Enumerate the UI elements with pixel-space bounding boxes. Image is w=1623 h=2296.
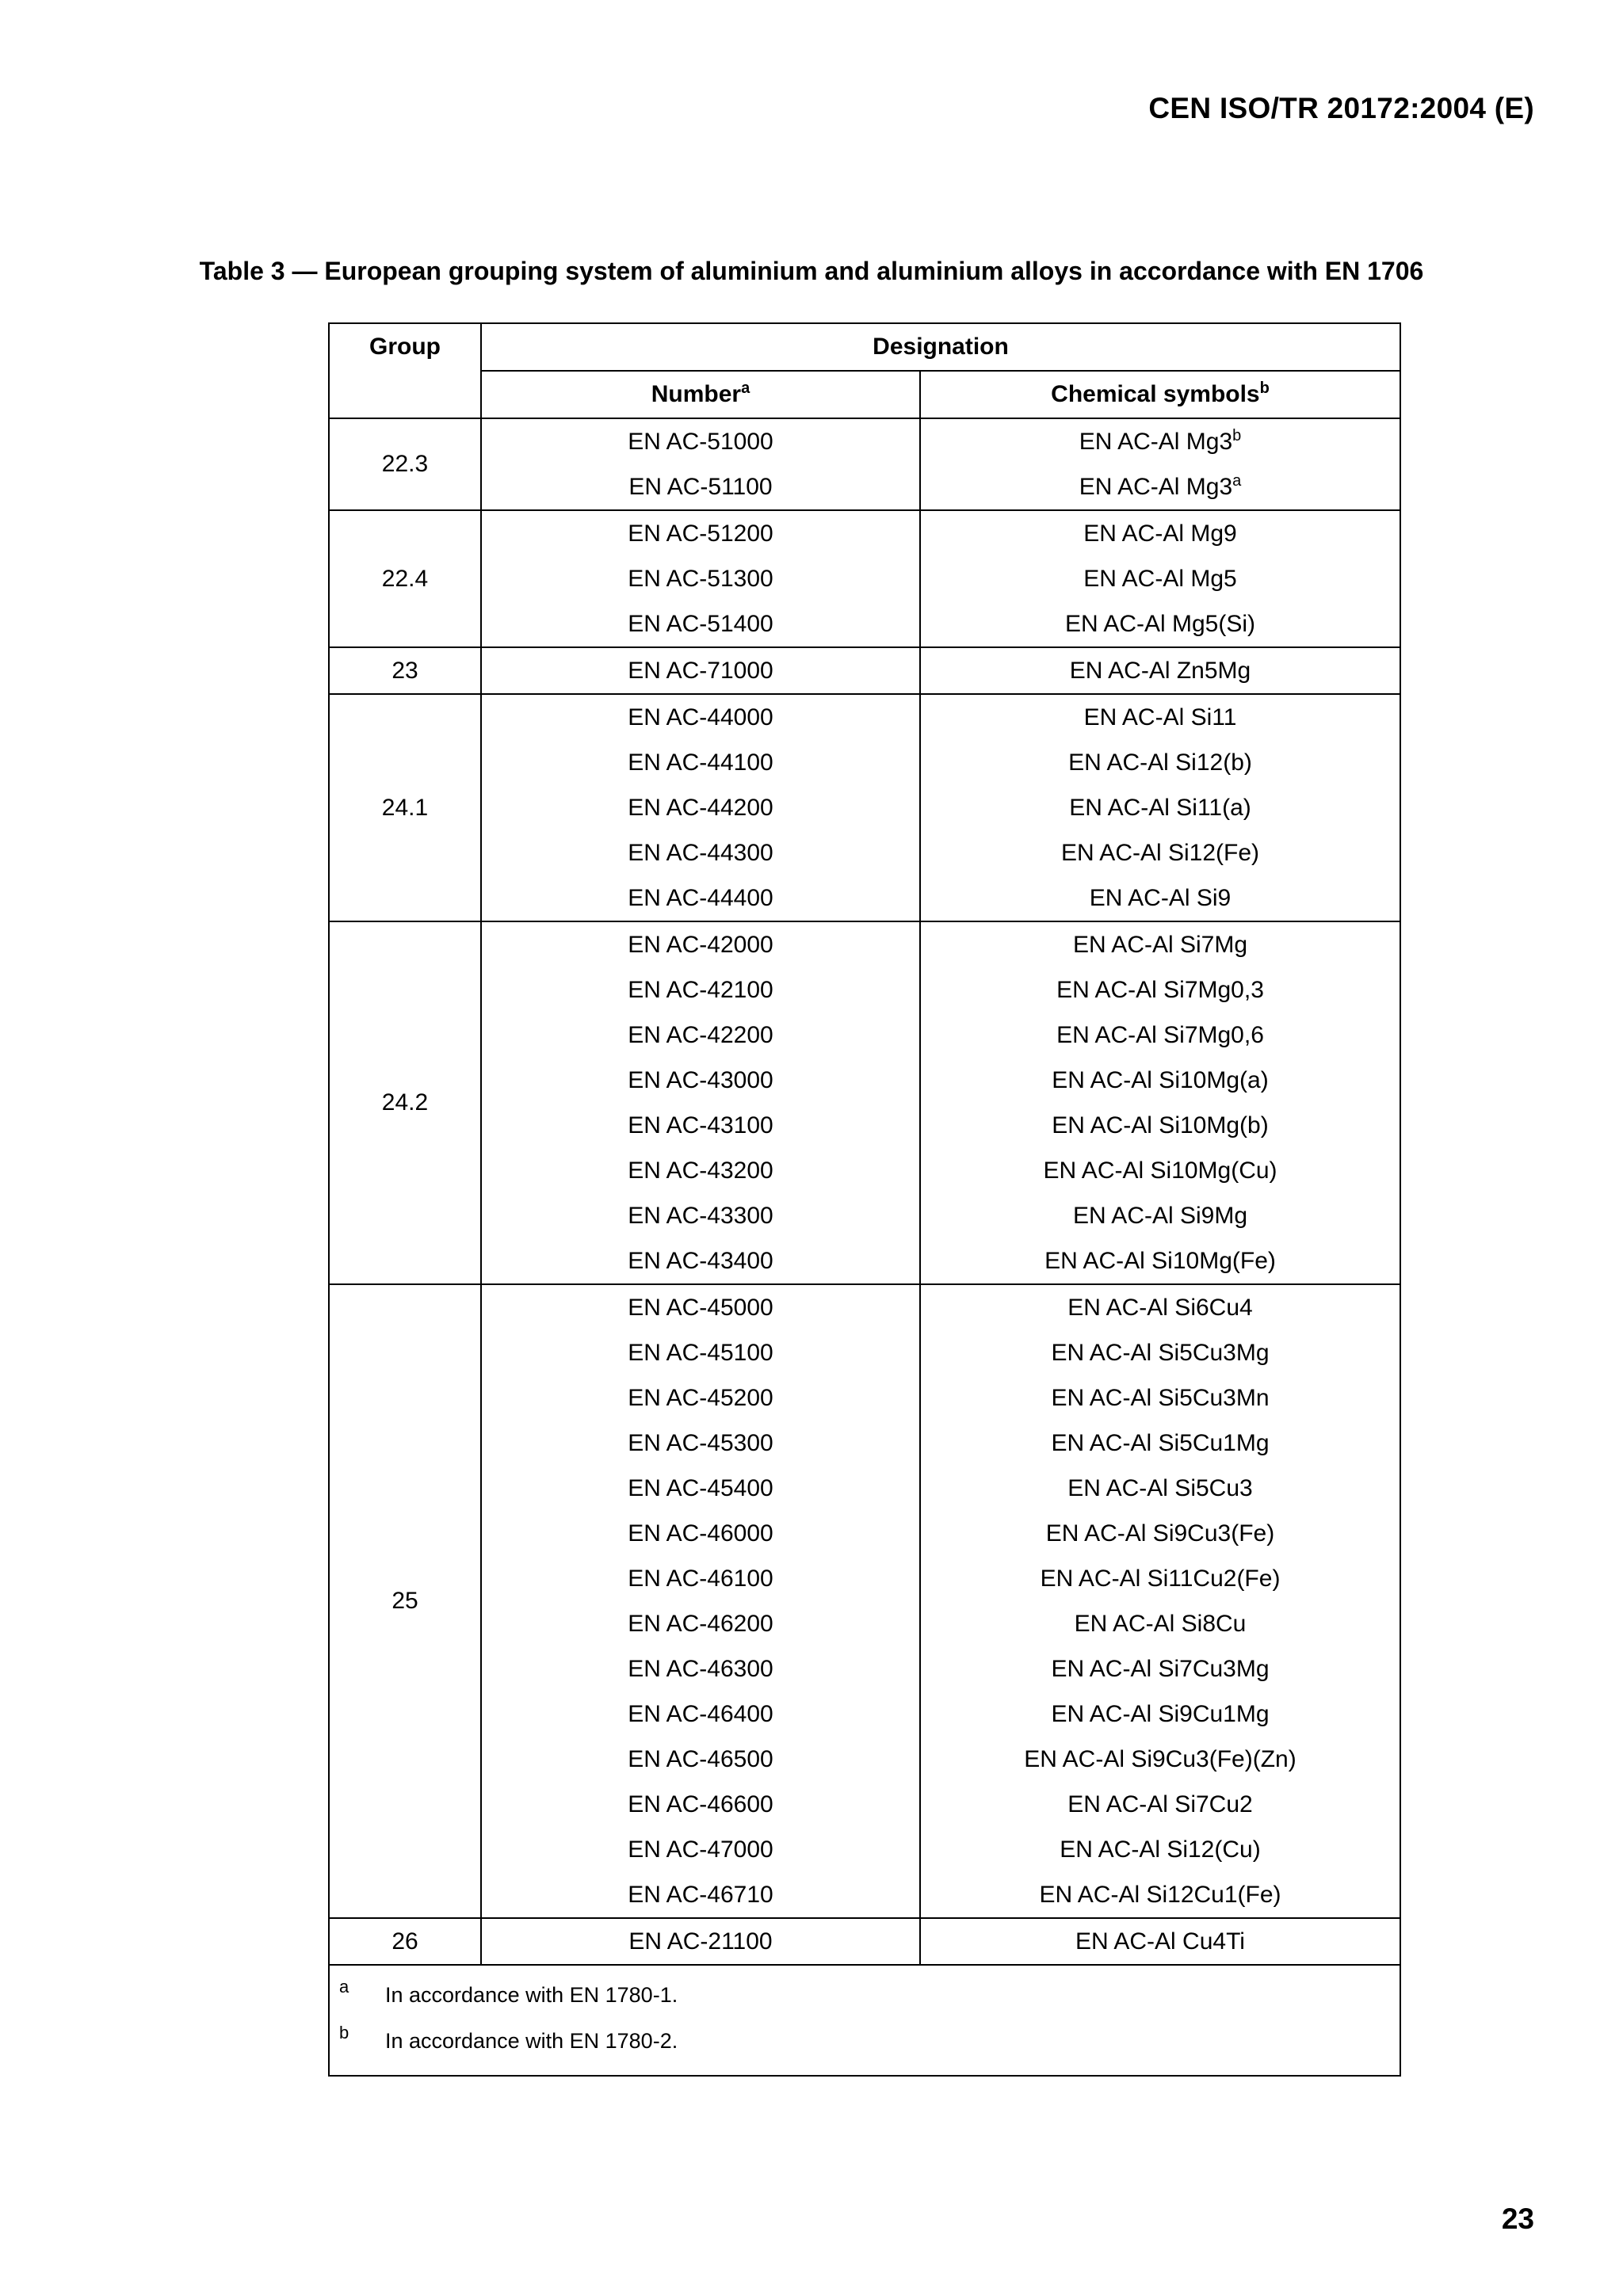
number-cell: EN AC-43200 bbox=[481, 1148, 920, 1193]
group-cell: 22.3 bbox=[329, 418, 481, 510]
number-cell: EN AC-45300 bbox=[481, 1421, 920, 1466]
number-cell: EN AC-43400 bbox=[481, 1238, 920, 1284]
chemical-symbol-cell: EN AC-Al Si10Mg(b) bbox=[920, 1103, 1400, 1148]
chemical-symbol-cell: EN AC-Al Si9Mg bbox=[920, 1193, 1400, 1238]
page-number: 23 bbox=[1501, 2203, 1534, 2235]
table-title: Table 3 — European grouping system of aluminium and aluminium alloys in accordance with EN 1706 bbox=[199, 257, 1424, 285]
chemical-symbol-cell: EN AC-Al Si5Cu3Mg bbox=[920, 1330, 1400, 1375]
number-cell: EN AC-44300 bbox=[481, 830, 920, 875]
number-cell: EN AC-46600 bbox=[481, 1782, 920, 1827]
chemical-symbol-cell: EN AC-Al Si9Cu1Mg bbox=[920, 1691, 1400, 1737]
number-cell: EN AC-46100 bbox=[481, 1556, 920, 1601]
group-cell: 22.4 bbox=[329, 510, 481, 647]
chemical-symbol-cell: EN AC-Al Si7Mg0,6 bbox=[920, 1013, 1400, 1058]
chemical-symbol-cell: EN AC-Al Si7Mg bbox=[920, 921, 1400, 967]
number-cell: EN AC-45000 bbox=[481, 1284, 920, 1330]
number-cell: EN AC-45100 bbox=[481, 1330, 920, 1375]
number-cell: EN AC-46400 bbox=[481, 1691, 920, 1737]
chemical-symbol-cell: EN AC-Al Si5Cu3Mn bbox=[920, 1375, 1400, 1421]
number-cell: EN AC-21100 bbox=[481, 1918, 920, 1965]
chemical-symbol-cell: EN AC-Al Si6Cu4 bbox=[920, 1284, 1400, 1330]
footnote-a: a In accordance with EN 1780-1. bbox=[339, 1977, 678, 2007]
number-cell: EN AC-44000 bbox=[481, 694, 920, 740]
chemical-symbol-cell: EN AC-Al Cu4Ti bbox=[920, 1918, 1400, 1965]
chemical-symbol-cell: EN AC-Al Si12Cu1(Fe) bbox=[920, 1872, 1400, 1918]
number-cell: EN AC-43000 bbox=[481, 1058, 920, 1103]
table-row bbox=[329, 1238, 1400, 1284]
table-row bbox=[329, 1737, 1400, 1782]
table-row bbox=[329, 601, 1400, 647]
chemical-symbol-cell: EN AC-Al Si12(Fe) bbox=[920, 830, 1400, 875]
number-cell: EN AC-71000 bbox=[481, 647, 920, 694]
chemical-symbol-cell: EN AC-Al Si11 bbox=[920, 694, 1400, 740]
chemical-symbol-cell: EN AC-Al Si7Cu3Mg bbox=[920, 1646, 1400, 1691]
footnotes bbox=[329, 1965, 1400, 2076]
number-cell: EN AC-46000 bbox=[481, 1511, 920, 1556]
col-header-designation: Designation bbox=[481, 323, 1400, 371]
number-cell: EN AC-44200 bbox=[481, 785, 920, 830]
table-row bbox=[329, 1375, 1400, 1421]
number-cell: EN AC-43100 bbox=[481, 1103, 920, 1148]
table-row bbox=[329, 830, 1400, 875]
table-row bbox=[329, 1556, 1400, 1601]
table-row bbox=[329, 1421, 1400, 1466]
col-header-number: Number$^a$ bbox=[481, 371, 920, 418]
table-row bbox=[329, 740, 1400, 785]
chemical-symbol-cell: EN AC-Al Mg3$^a$ bbox=[920, 464, 1400, 510]
table-row bbox=[329, 694, 1400, 740]
chemical-symbol-cell: EN AC-Al Si5Cu1Mg bbox=[920, 1421, 1400, 1466]
chemical-symbol-cell: EN AC-Al Si9 bbox=[920, 875, 1400, 921]
table-row bbox=[329, 1330, 1400, 1375]
chemical-symbol-cell: EN AC-Al Mg5 bbox=[920, 556, 1400, 601]
number-cell: EN AC-45400 bbox=[481, 1466, 920, 1511]
table-row bbox=[329, 1284, 1400, 1330]
number-cell: EN AC-45200 bbox=[481, 1375, 920, 1421]
table-row bbox=[329, 556, 1400, 601]
number-cell: EN AC-51100 bbox=[481, 464, 920, 510]
number-cell: EN AC-42100 bbox=[481, 967, 920, 1013]
chemical-symbol-cell: EN AC-Al Si9Cu3(Fe) bbox=[920, 1511, 1400, 1556]
col-header-group: Group bbox=[329, 323, 481, 418]
number-cell: EN AC-44100 bbox=[481, 740, 920, 785]
table-body bbox=[329, 418, 1400, 1965]
chemical-symbol-cell: EN AC-Al Mg9 bbox=[920, 510, 1400, 556]
table-row bbox=[329, 1872, 1400, 1918]
chemical-symbol-cell: EN AC-Al Si11Cu2(Fe) bbox=[920, 1556, 1400, 1601]
chemical-symbol-cell: EN AC-Al Si10Mg(Fe) bbox=[920, 1238, 1400, 1284]
table-row bbox=[329, 1058, 1400, 1103]
table-row bbox=[329, 921, 1400, 967]
grouping-table bbox=[328, 322, 1401, 2077]
table-row bbox=[329, 1646, 1400, 1691]
group-cell: 24.1 bbox=[329, 694, 481, 921]
number-cell: EN AC-44400 bbox=[481, 875, 920, 921]
table-row bbox=[329, 1918, 1400, 1965]
number-cell: EN AC-46710 bbox=[481, 1872, 920, 1918]
table-row bbox=[329, 1782, 1400, 1827]
chemical-symbol-cell: EN AC-Al Si12(b) bbox=[920, 740, 1400, 785]
chemical-symbol-cell: EN AC-Al Zn5Mg bbox=[920, 647, 1400, 694]
table-row bbox=[329, 647, 1400, 694]
number-cell: EN AC-42200 bbox=[481, 1013, 920, 1058]
table-row bbox=[329, 1691, 1400, 1737]
chemical-symbol-cell: EN AC-Al Si10Mg(a) bbox=[920, 1058, 1400, 1103]
table-row bbox=[329, 418, 1400, 464]
footnote-b: b In accordance with EN 1780-2. bbox=[339, 2023, 678, 2053]
number-cell: EN AC-46500 bbox=[481, 1737, 920, 1782]
table-row bbox=[329, 875, 1400, 921]
col-header-chemical-symbols: Chemical symbols$^b$ bbox=[920, 371, 1400, 418]
group-cell: 26 bbox=[329, 1918, 481, 1965]
chemical-symbol-cell: EN AC-Al Si10Mg(Cu) bbox=[920, 1148, 1400, 1193]
table-row bbox=[329, 1103, 1400, 1148]
table-row bbox=[329, 967, 1400, 1013]
number-cell: EN AC-43300 bbox=[481, 1193, 920, 1238]
chemical-symbol-cell: EN AC-Al Mg3$^b$ bbox=[920, 418, 1400, 464]
chemical-symbol-cell: EN AC-Al Si11(a) bbox=[920, 785, 1400, 830]
chemical-symbol-cell: EN AC-Al Mg5(Si) bbox=[920, 601, 1400, 647]
number-cell: EN AC-51400 bbox=[481, 601, 920, 647]
table-row bbox=[329, 1148, 1400, 1193]
table-row bbox=[329, 510, 1400, 556]
group-cell: 25 bbox=[329, 1284, 481, 1918]
group-cell: 24.2 bbox=[329, 921, 481, 1284]
table-row bbox=[329, 1466, 1400, 1511]
number-cell: EN AC-47000 bbox=[481, 1827, 920, 1872]
chemical-symbol-cell: EN AC-Al Si7Mg0,3 bbox=[920, 967, 1400, 1013]
number-cell: EN AC-51300 bbox=[481, 556, 920, 601]
chemical-symbol-cell: EN AC-Al Si12(Cu) bbox=[920, 1827, 1400, 1872]
table-row bbox=[329, 464, 1400, 510]
group-cell: 23 bbox=[329, 647, 481, 694]
number-cell: EN AC-51200 bbox=[481, 510, 920, 556]
table-row bbox=[329, 1013, 1400, 1058]
table-row bbox=[329, 1601, 1400, 1646]
number-cell: EN AC-51000 bbox=[481, 418, 920, 464]
number-cell: EN AC-46300 bbox=[481, 1646, 920, 1691]
table-row bbox=[329, 1511, 1400, 1556]
table-row bbox=[329, 785, 1400, 830]
number-cell: EN AC-42000 bbox=[481, 921, 920, 967]
table-row bbox=[329, 1827, 1400, 1872]
chemical-symbol-cell: EN AC-Al Si8Cu bbox=[920, 1601, 1400, 1646]
number-cell: EN AC-46200 bbox=[481, 1601, 920, 1646]
chemical-symbol-cell: EN AC-Al Si9Cu3(Fe)(Zn) bbox=[920, 1737, 1400, 1782]
document-id: CEN ISO/TR 20172:2004 (E) bbox=[1148, 92, 1534, 124]
chemical-symbol-cell: EN AC-Al Si7Cu2 bbox=[920, 1782, 1400, 1827]
chemical-symbol-cell: EN AC-Al Si5Cu3 bbox=[920, 1466, 1400, 1511]
table-row bbox=[329, 1193, 1400, 1238]
